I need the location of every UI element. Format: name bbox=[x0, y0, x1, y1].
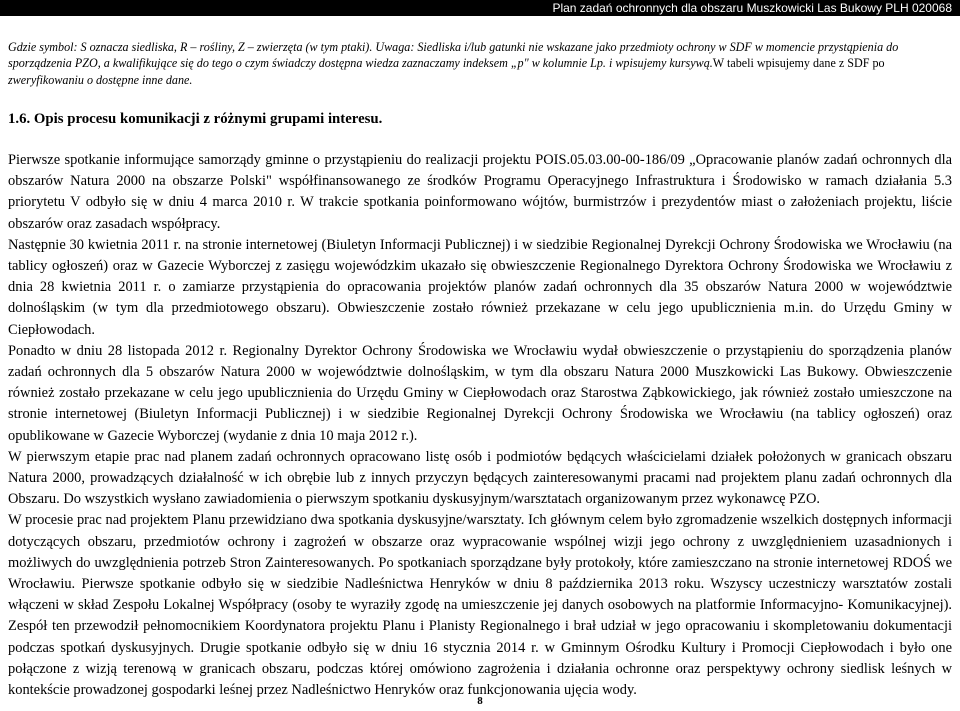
paragraph: W procesie prac nad projektem Planu przewidziano dwa spotkania dyskusyjne/warsztaty. Ich głównym celem było zgromadzenie wszelkich dostępnych informacji dotyczących obszaru, przedmiotów ochrony i zagrożeń w obszarze oraz wypracowanie wspólnej wizji jego ochrony z uwzględnieniem uzasadnionych i możliwych do uwzględnienia potrzeb Stron Zainteresowanych. Po spotkaniach sporządzane były protokoły, które zamieszczano na stronie internetowej RDOŚ we Wrocławiu. Pierwsze spotkanie odbyło się w siedzibie Nadleśnictwa Henryków w dniu 8 października 2013 roku. Wszyscy uczestniczy warsztatów zostali włączeni w skład Zespołu Lokalnej Współpracy (osoby te wyraziły zgodę na umieszczenie jej danych osobowych na platformie Informacyjno- Komunikacyjnej). Zespół ten przewodził pełnomocnikiem Koordynatora projektu Planu i Planisty Regionalnego i brał udział w jego opracowaniu i skompletowaniu dokumentacji podczas spotkań dyskusyjnych. Drugie spotkanie odbyło się w dniu 16 stycznia 2014 r. w Gminnym Ośrodku Kultury i Promocji Ciepłowodach i było one połączone z wizją terenową w granicach obszaru, podczas której omówiono zagrożenia i działania ochronne oraz perspektywy ochrony siedlisk leśnych w kontekście prowadzonej gospodarki leśnej przez Nadleśnictwo Henryków oraz funkcjonowania ujęcia wody. bbox=[8, 512, 952, 699]
page-number: 8 bbox=[477, 695, 483, 707]
header-title: Plan zadań ochronnych dla obszaru Muszkowicki Las Bukowy PLH 020068 bbox=[552, 1, 952, 15]
paragraph: Następnie 30 kwietnia 2011 r. na stronie internetowej (Biuletyn Informacji Publicznej) i w siedzibie Regionalnej Dyrekcji Ochrony Środowiska we Wrocławiu (na tablicy ogłoszeń) oraz w Gazecie Wyborczej z zasięgu wojewódzkim ukazało się obwieszczenie Regionalnego Dyrektora Ochrony Środowiska we Wrocławiu z dnia 28 kwietnia 2011 r. o zamiarze przystąpienia do opracowania projektów planów zadań ochronnych dla 35 obszarów Natura 2000 w województwie dolnośląskim (w tym dla przedmiotowego obszaru). Obwieszczenie zostało również przekazane w celu jego upublicznienia m.in. do Urzędu Gminy w Ciepłowodach. bbox=[8, 236, 952, 338]
running-header bbox=[0, 0, 960, 16]
section-number: 1.6. bbox=[8, 111, 31, 127]
section-body bbox=[8, 150, 952, 701]
paragraph: W pierwszym etapie prac nad planem zadań ochronnych opracowano listę osób i podmiotów będących właścicielami działek położonych w granicach obszaru Natura 2000, prowadzących działalność w ich obrębie lub z innych przyczyn będących zainteresowanymi pracami nad projektem planu zadań ochronnych dla Obszaru. Do wszystkich wysłano zawiadomienia o pierwszym spotkaniu dyskusyjnym/warsztatach organizowanym przez wykonawcę PZO. bbox=[8, 448, 952, 508]
paragraph: Pierwsze spotkanie informujące samorządy gminne o przystąpieniu do realizacji projektu POIS.05.03.00-00-186/09 „Opracowanie planów zadań ochronnych dla obszarów Natura 2000 na obszarze Polski" współfinansowanego ze środków Programu Operacyjnego Infrastruktura i Środowisko w ramach działania 5.3 priorytetu V odbyło się w dniu 4 marca 2010 r. W trakcie spotkania poinformowano wójtów, burmistrzów i prezydentów miast o założeniach projektu, liście obszarów oraz zasadach współpracy. bbox=[8, 152, 952, 232]
section-heading bbox=[8, 109, 952, 129]
section-title: Opis procesu komunikacji z różnymi grupami interesu. bbox=[33, 111, 383, 127]
paragraph: Ponadto w dniu 28 listopada 2012 r. Regionalny Dyrektor Ochrony Środowiska we Wrocławiu wydał obwieszczenie o przystąpieniu do sporządzenia planów zadań ochronnych dla 5 obszarów Natura 2000 w województwie dolnośląskim, w tym dla obszaru Natura 2000 Muszkowicki Las Bukowy. Obwieszczenie również zostało przekazane w celu jego upublicznienia do Urzędu Gminy w Ciepłowodach oraz Starostwa Ząbkowickiego, jak również zostało umieszczone na stronie internetowej (Biuletyn Informacji Publicznej) i w siedzibie Regionalnej Dyrekcji Ochrony Środowiska we Wrocławiu (na tablicy ogłoszeń) oraz opublikowane w Gazecie Wyborczej (wydanie z dnia 10 maja 2012 r.). bbox=[8, 342, 952, 444]
table-legend-note bbox=[8, 39, 952, 88]
legend-italic-tail: zweryfikowaniu o dostępne inne dane. bbox=[8, 72, 193, 87]
legend-italic: Gdzie symbol: S oznacza siedliska, R – rośliny, Z – zwierzęta (w tym ptaki). Uwaga: Siedliska i/lub gatunki nie wskazane jako przedmioty ochrony w SDF w momencie przystąpienia do sporządzenia PZO, a kwalifikujące się do tego o czym świadczy dostępna wiedza zaznaczamy indeksem „p" w kolumnie Lp. i wpisujemy kursywą. bbox=[8, 40, 899, 71]
legend-normal: W tabeli wpisujemy dane z SDF po bbox=[712, 56, 885, 71]
